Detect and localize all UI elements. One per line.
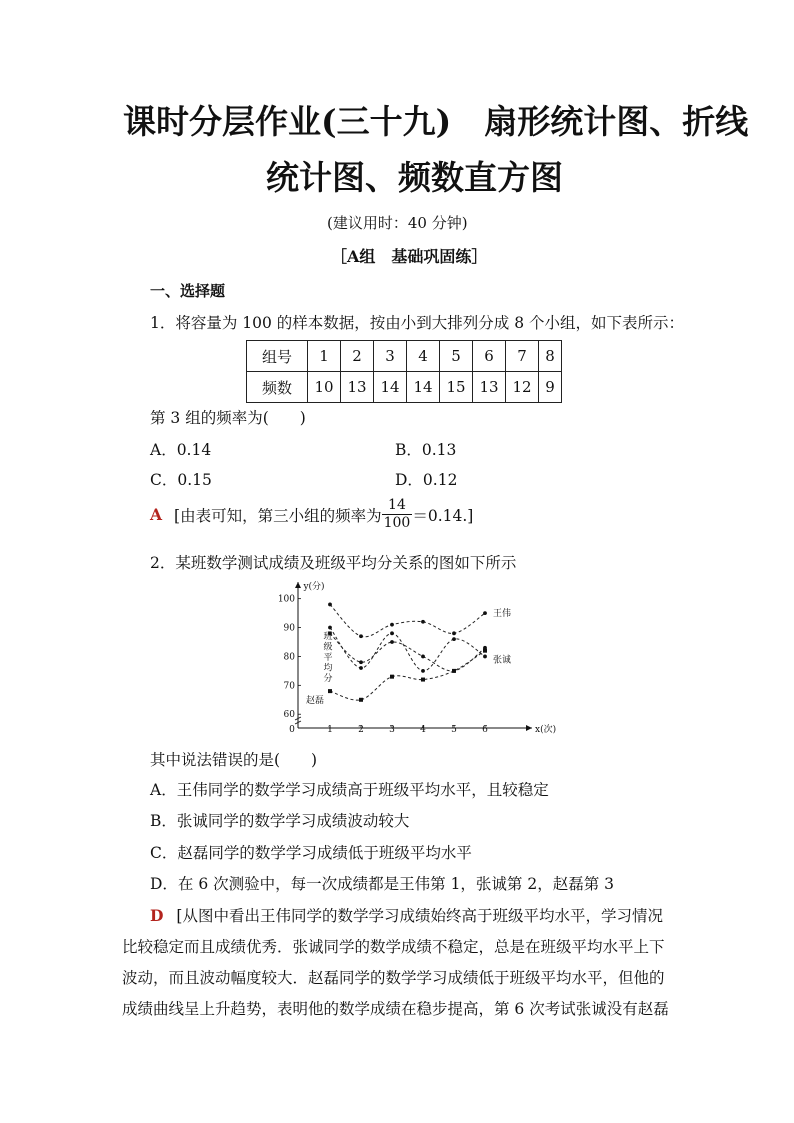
table-cell: 13 — [473, 372, 506, 403]
x-tick-label: 2 — [358, 725, 364, 735]
table-cell: 8 — [539, 341, 562, 372]
x-axis-label: x(次) — [535, 725, 557, 735]
data-point — [421, 655, 425, 659]
data-point — [483, 649, 487, 653]
data-point — [390, 640, 394, 644]
q2-answer-letter: D — [150, 906, 164, 925]
series-label-avg-char: 平 — [323, 653, 333, 664]
fraction-denominator: 100 — [383, 515, 411, 531]
q2-answer-line1 — [150, 904, 663, 926]
table-cell: 5 — [440, 341, 473, 372]
group-label: ［A组 基础巩固练］ — [331, 247, 488, 266]
series-label-zhang: 张诚 — [493, 655, 512, 666]
table-row — [247, 341, 562, 372]
time-hint: (建议用时：40 分钟) — [327, 214, 468, 232]
q1-answer — [150, 497, 473, 532]
data-point — [452, 631, 456, 635]
table-cell: 6 — [473, 341, 506, 372]
origin-label: 0 — [289, 725, 295, 735]
table-cell: 12 — [506, 372, 539, 403]
x-tick-label: 1 — [327, 725, 333, 735]
data-point — [359, 634, 363, 638]
table-cell: 10 — [308, 372, 341, 403]
page-title-line2: 统计图、频数直方图 — [266, 158, 563, 197]
score-line-chart — [270, 578, 557, 738]
table-cell: 1 — [308, 341, 341, 372]
q2-answer-text-1: [从图中看出王伟同学的数学学习成绩始终高于班级平均水平，学习情况 — [176, 907, 663, 925]
x-axis-arrow — [526, 725, 532, 731]
data-point — [328, 626, 332, 630]
q2-option-c: C．赵磊同学的数学学习成绩低于班级平均水平 — [150, 844, 472, 862]
series-label-avg-char: 级 — [323, 642, 333, 653]
data-point — [390, 631, 394, 635]
frequency-table — [246, 340, 562, 403]
data-point — [390, 623, 394, 627]
data-point — [421, 678, 425, 682]
q2-option-d: D．在 6 次测验中，每一次成绩都是王伟第 1，张诚第 2，赵磊第 3 — [150, 875, 615, 893]
table-cell: 9 — [539, 372, 562, 403]
table-cell: 15 — [440, 372, 473, 403]
q1-answer-letter: A — [150, 505, 163, 524]
data-point — [421, 669, 425, 673]
table-cell: 4 — [407, 341, 440, 372]
q2-option-b: B．张诚同学的数学学习成绩波动较大 — [150, 812, 410, 830]
data-point — [328, 603, 332, 607]
series-line — [330, 604, 485, 636]
q2-stem: 2．某班数学测试成绩及班级平均分关系的图如下所示 — [150, 554, 517, 572]
table-cell: 13 — [341, 372, 374, 403]
table-header-cell: 组号 — [247, 341, 308, 372]
data-point — [359, 698, 363, 702]
q2-option-a: A．王伟同学的数学学习成绩高于班级平均水平，且较稳定 — [150, 781, 549, 799]
series-label-zhao: 赵磊 — [306, 695, 325, 706]
data-point — [359, 666, 363, 670]
data-point — [483, 655, 487, 659]
q1-option-a: A．0.14 — [150, 441, 212, 459]
q1-question: 第 3 组的频率为( ) — [150, 409, 306, 427]
table-cell: 3 — [374, 341, 407, 372]
data-point — [421, 620, 425, 624]
x-tick-label: 3 — [389, 725, 395, 735]
x-tick-label: 6 — [482, 725, 488, 735]
q1-answer-tail: ＝0.14.] — [412, 506, 474, 525]
y-tick-label: 70 — [283, 681, 295, 692]
q2-answer-line2: 比较稳定而且成绩优秀．张诚同学的数学成绩不稳定，总是在班级平均水平上下 — [122, 938, 665, 956]
data-point — [452, 669, 456, 673]
q1-option-b: B．0.13 — [395, 441, 457, 459]
x-tick-label: 5 — [451, 725, 457, 735]
y-tick-label: 60 — [283, 710, 295, 721]
table-header-cell: 频数 — [247, 372, 308, 403]
q1-answer-text: [由表可知，第三小组的频率为 — [174, 506, 382, 525]
fraction-numerator: 14 — [382, 497, 413, 515]
series-label-wang: 王伟 — [493, 609, 512, 620]
table-cell: 14 — [374, 372, 407, 403]
x-tick-label: 4 — [420, 725, 426, 735]
y-axis-label: y(分) — [303, 582, 325, 592]
y-axis-arrow — [295, 582, 301, 588]
q1-option-c: C．0.15 — [150, 471, 212, 489]
table-row — [247, 372, 562, 403]
data-point — [359, 660, 363, 664]
q2-question: 其中说法错误的是( ) — [150, 751, 318, 769]
y-tick-label: 90 — [283, 623, 295, 634]
data-point — [483, 611, 487, 615]
section-heading: 一、选择题 — [150, 282, 226, 300]
q1-stem: 1．将容量为 100 的样本数据，按由小到大排列分成 8 个小组，如下表所示： — [150, 314, 685, 332]
data-point — [452, 637, 456, 641]
q1-fraction — [382, 497, 413, 532]
q2-answer-line3: 波动，而且波动幅度较大．赵磊同学的数学学习成绩低于班级平均水平，但他的 — [122, 969, 665, 987]
series-label-avg-char: 分 — [323, 674, 333, 685]
page-title-line1: 课时分层作业(三十九) 扇形统计图、折线 — [123, 102, 749, 141]
data-point — [390, 675, 394, 679]
q2-answer-line4: 成绩曲线呈上升趋势，表明他的数学成绩在稳步提高，第 6 次考试张诚没有赵磊 — [122, 1000, 669, 1018]
y-tick-label: 100 — [277, 594, 295, 605]
series-label-avg-char: 班 — [323, 632, 333, 643]
series-label-avg-char: 均 — [323, 663, 333, 674]
table-cell: 7 — [506, 341, 539, 372]
data-point — [328, 689, 332, 693]
table-cell: 14 — [407, 372, 440, 403]
y-tick-label: 80 — [283, 652, 295, 663]
table-cell: 2 — [341, 341, 374, 372]
series-line — [330, 628, 485, 671]
q1-option-d: D．0.12 — [395, 471, 458, 489]
series-line — [330, 633, 485, 671]
